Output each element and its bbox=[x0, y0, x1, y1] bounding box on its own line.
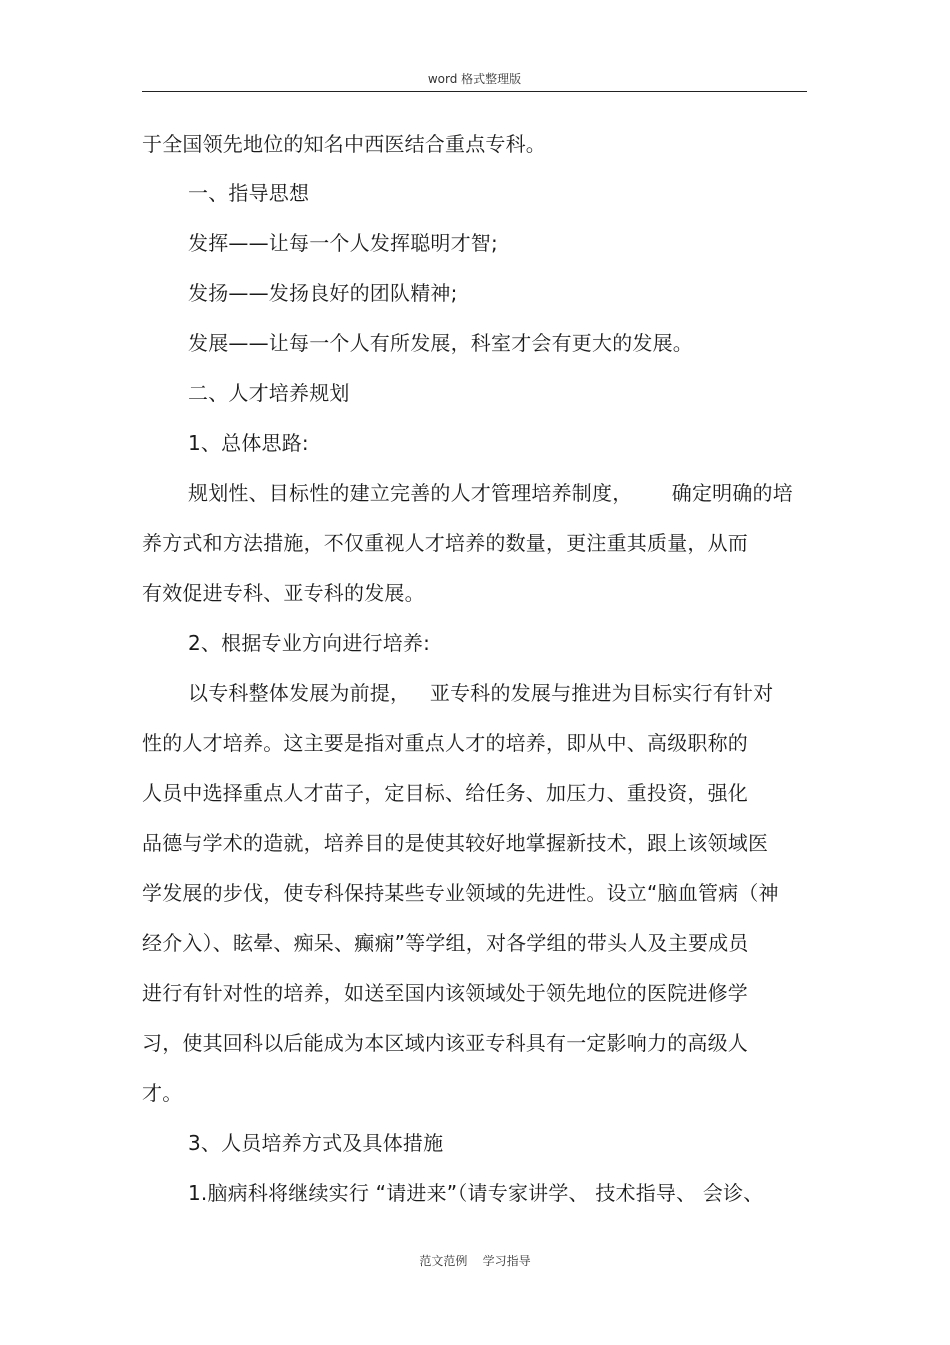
paragraph-line: 以专科整体发展为前提， 亚专科的发展与推进为目标实行有针对 bbox=[188, 681, 774, 705]
paragraph-line: 经介入）、眩晕、痴呆、癫痫”等学组，对各学组的带头人及主要成员 bbox=[142, 931, 749, 955]
paragraph-line: 于全国领先地位的知名中西医结合重点专科。 bbox=[142, 132, 546, 156]
paragraph-line: 才。 bbox=[142, 1081, 183, 1105]
header-rule bbox=[142, 91, 807, 92]
paragraph-line: 学发展的步伐，使专科保持某些专业领域的先进性。设立“脑血管病（神 bbox=[142, 881, 779, 905]
paragraph-line: 人员中选择重点人才苗子，定目标、给任务、加压力、重投资，强化 bbox=[142, 781, 748, 805]
paragraph-line: 发扬——发扬良好的团队精神; bbox=[188, 281, 458, 305]
section-heading: 一、指导思想 bbox=[188, 181, 310, 205]
paragraph-line: 性的人才培养。这主要是指对重点人才的培养，即从中、高级职称的 bbox=[142, 731, 748, 755]
paragraph-line: 发展——让每一个人有所发展，科室才会有更大的发展。 bbox=[188, 331, 693, 355]
paragraph-line: 有效促进专科、亚专科的发展。 bbox=[142, 581, 425, 605]
page-header: word 格式整理版 bbox=[427, 72, 522, 86]
subsection-heading: 1、总体思路: bbox=[188, 431, 309, 455]
section-heading: 二、人才培养规划 bbox=[188, 381, 350, 405]
paragraph-line: 品德与学术的造就，培养目的是使其较好地掌握新技术，跟上该领域医 bbox=[142, 831, 769, 855]
paragraph-line: 规划性、目标性的建立完善的人才管理培养制度， 确定明确的培 bbox=[188, 481, 793, 505]
paragraph-line: 进行有针对性的培养，如送至国内该领域处于领先地位的医院进修学 bbox=[142, 981, 748, 1005]
paragraph-line: 1.脑病科将继续实行 “请进来”（请专家讲学、 技术指导、 会诊、 bbox=[188, 1181, 764, 1205]
subsection-heading: 2、根据专业方向进行培养: bbox=[188, 631, 431, 655]
subsection-heading: 3、人员培养方式及具体措施 bbox=[188, 1131, 444, 1155]
paragraph-line: 养方式和方法措施，不仅重视人才培养的数量，更注重其质量，从而 bbox=[142, 531, 748, 555]
page-footer: 范文范例 学习指导 bbox=[419, 1254, 531, 1268]
paragraph-line: 习，使其回科以后能成为本区域内该亚专科具有一定影响力的高级人 bbox=[142, 1031, 748, 1055]
paragraph-line: 发挥——让每一个人发挥聪明才智; bbox=[188, 231, 498, 255]
